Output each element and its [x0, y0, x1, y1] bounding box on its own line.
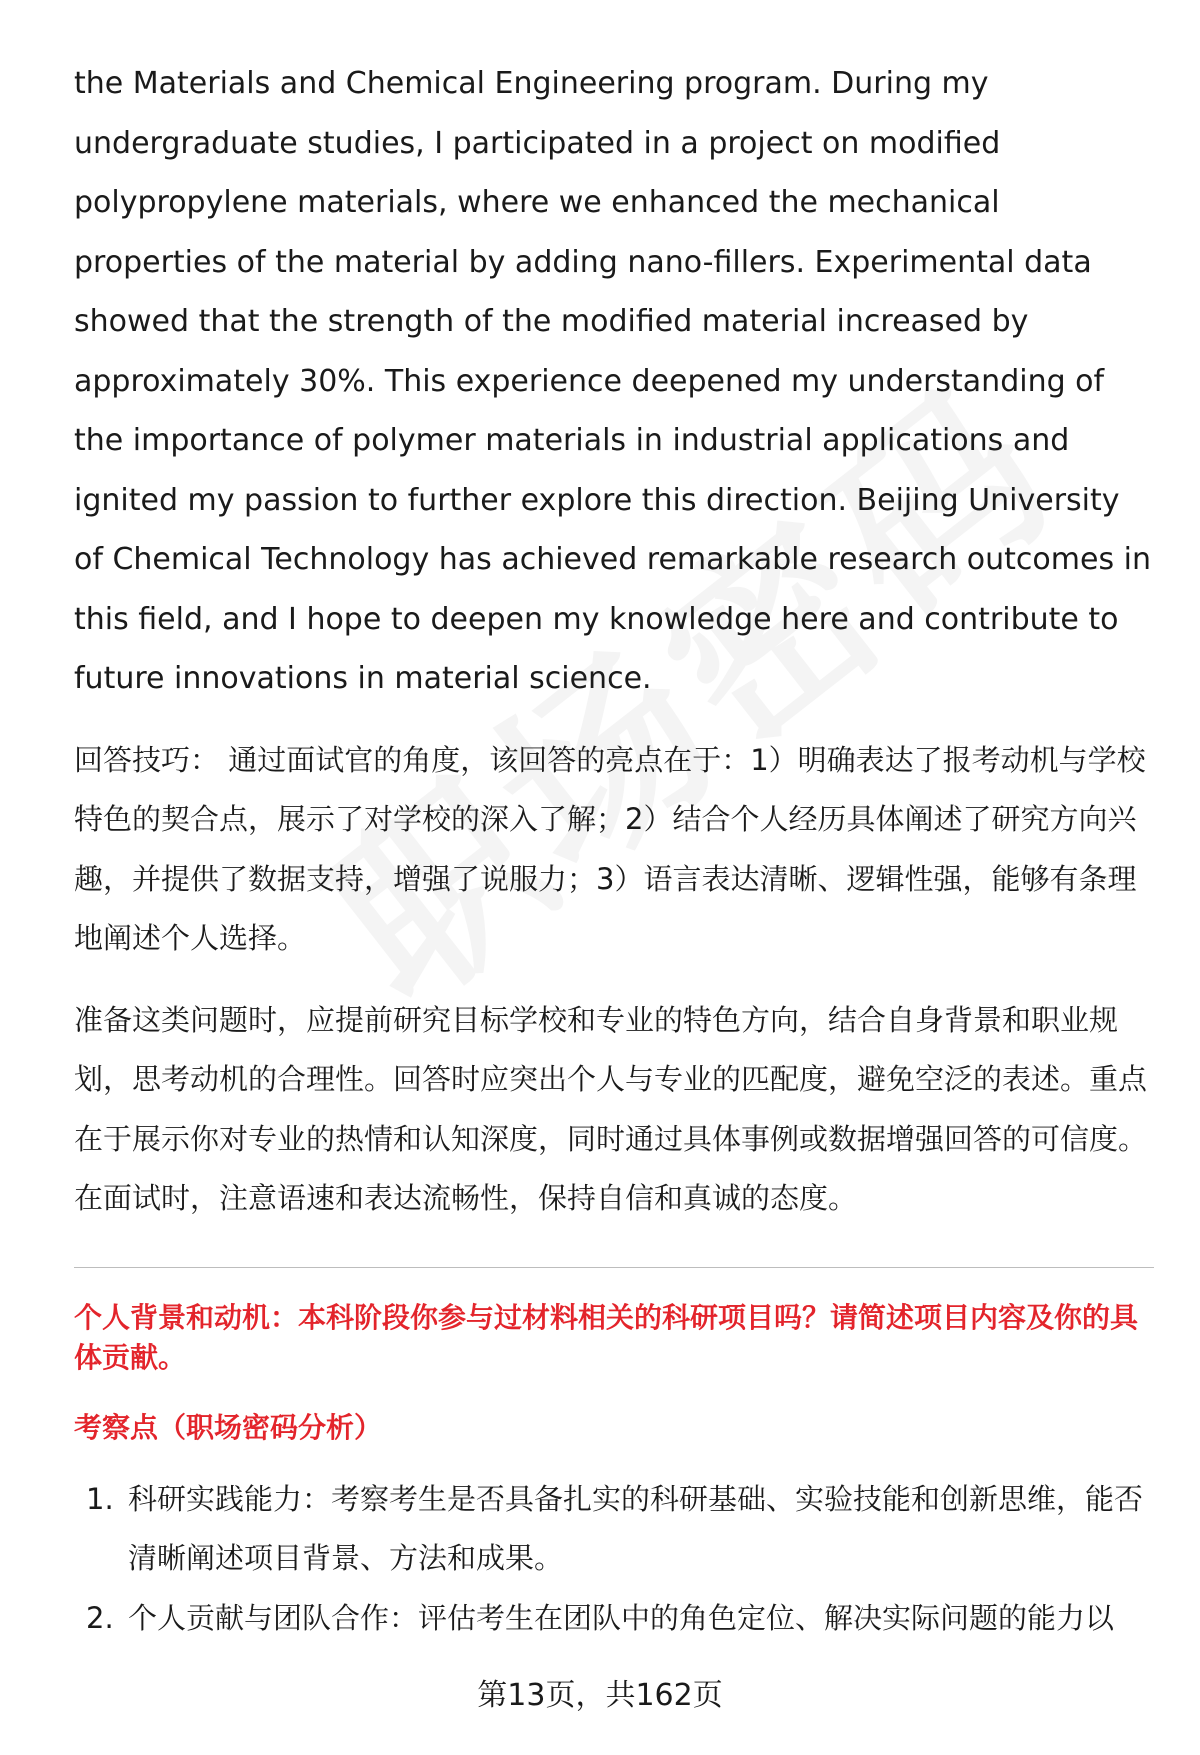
english-paragraph: the Materials and Chemical Engineering program. During my undergraduate studies, I participated in a project on modified polypropylene materials, where we enhanced the mechanical properties of the material by adding nano-fillers. Experimental data showed that the strength of the modified material increased by approximately 30%. This experience deepened my understanding of the importance of polymer materials in industrial applications and ignited my passion to further explore this direction. Beijing University of Chemical Technology has achieved remarkable research outcomes in this field, and I hope to deepen my knowledge here and contribute to future innovations in material science. — [74, 66, 1151, 696]
list-item — [74, 1470, 1154, 1589]
list-item-text: 科研实践能力：考察考生是否具备扎实的科研基础、实验技能和创新思维，能否清晰阐述项目背景、方法和成果。 — [128, 1481, 1144, 1575]
preparation-paragraph: 准备这类问题时，应提前研究目标学校和专业的特色方向，结合自身背景和职业规划，思考动机的合理性。回答时应突出个人与专业的匹配度，避免空泛的表述。重点在于展示你对专业的热情和认知深度，同时通过具体事例或数据增强回答的可信度。在面试时，注意语速和表达流畅性，保持自信和真诚的态度。 — [74, 1002, 1148, 1215]
tips-paragraph: 回答技巧： 通过面试官的角度，该回答的亮点在于：1）明确表达了报考动机与学校特色的契合点，展示了对学校的深入了解；2）结合个人经历具体阐述了研究方向兴趣，并提供了数据支持，增强了说服力；3）语言表达清晰、逻辑性强，能够有条理地阐述个人选择。 — [74, 742, 1146, 955]
assessment-list — [74, 1470, 1154, 1649]
page-footer: 第13页，共162页 — [477, 1678, 723, 1713]
list-item-text: 个人贡献与团队合作：评估考生在团队中的角色定位、解决实际问题的能力以 — [128, 1600, 1115, 1635]
section-divider — [74, 1267, 1154, 1268]
question-heading: 个人背景和动机：本科阶段你参与过材料相关的科研项目吗？请简述项目内容及你的具体贡献。 — [74, 1300, 1139, 1374]
page-content — [74, 54, 1154, 1648]
list-item-number: 1. — [86, 1481, 114, 1516]
list-item — [74, 1589, 1154, 1649]
section-heading: 考察点（职场密码分析） — [74, 1410, 383, 1444]
list-item-number: 2. — [86, 1600, 114, 1635]
